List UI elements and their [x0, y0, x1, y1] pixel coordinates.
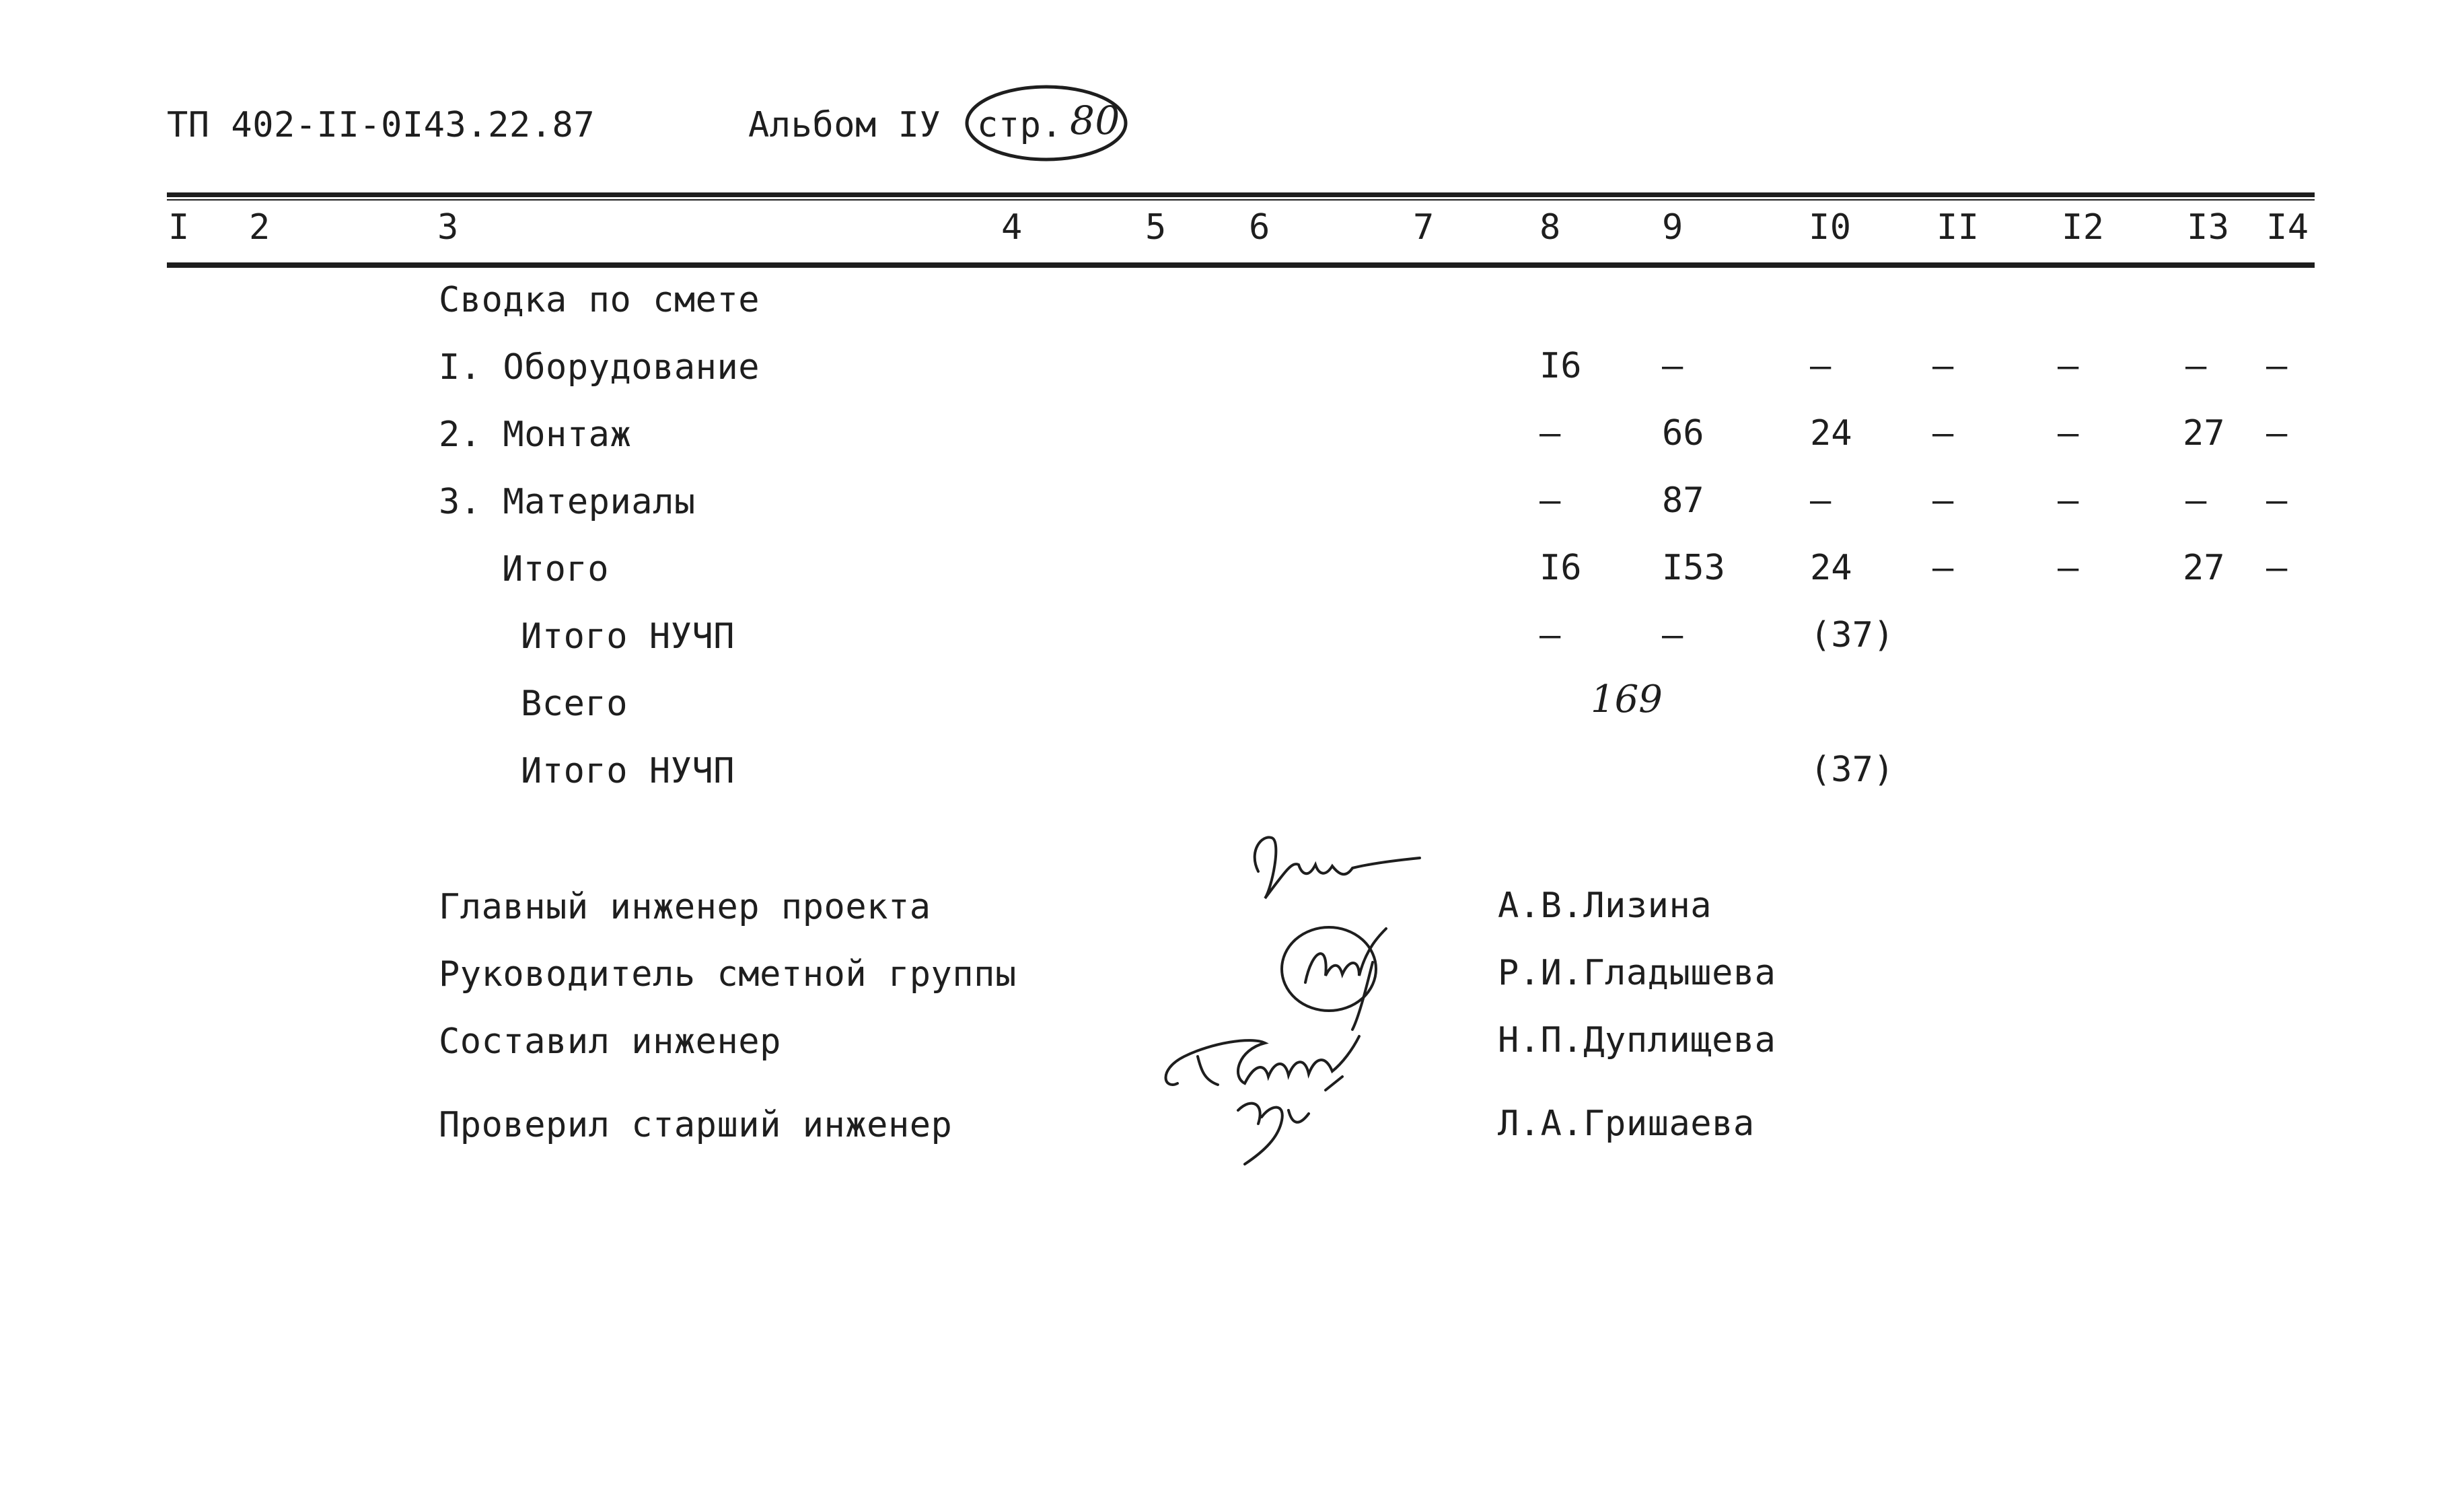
- row-label-nuchp: Итого НУЧП: [521, 616, 735, 657]
- cell-r1-c9: –: [1662, 346, 1683, 386]
- cell-r1-c11: –: [1932, 346, 1954, 386]
- col-header-1: I: [168, 207, 190, 248]
- table-top-rule-thin: [167, 199, 2315, 201]
- row-label-total: Всего: [521, 684, 628, 724]
- cell-r3-c11: –: [1932, 480, 1954, 521]
- cell-r3-c12: –: [2058, 480, 2079, 521]
- cell-r4-c9: I53: [1662, 548, 1725, 588]
- col-header-8: 8: [1539, 207, 1561, 248]
- cell-r4-c13: 27: [2183, 548, 2225, 588]
- cell-r1-c12: –: [2058, 346, 2079, 386]
- col-header-14: I4: [2266, 207, 2309, 248]
- row-label-subtotal: Итого: [502, 549, 610, 589]
- name-compiled-by: Н.П.Дуплищева: [1498, 1020, 1776, 1060]
- cell-r2-c13: 27: [2183, 413, 2225, 454]
- row-label-equipment: I. Оборудование: [439, 347, 760, 388]
- row-label-nuchp-2: Итого НУЧП: [521, 751, 735, 791]
- cell-r5-c10: (37): [1810, 615, 1895, 655]
- col-header-9: 9: [1662, 207, 1683, 248]
- role-estimate-head: Руководитель сметной группы: [439, 954, 1017, 995]
- table-header-rule: [167, 262, 2315, 268]
- row-label-materials: 3. Материалы: [439, 482, 696, 522]
- col-header-7: 7: [1413, 207, 1435, 248]
- cell-r4-c8: I6: [1539, 548, 1582, 588]
- album-label: Альбом IУ: [748, 105, 941, 145]
- col-header-11: II: [1936, 207, 1980, 248]
- col-header-12: I2: [2062, 207, 2105, 248]
- table-top-rule: [167, 192, 2315, 197]
- cell-r3-c14: –: [2266, 480, 2288, 521]
- cell-r1-c13: –: [2185, 346, 2207, 386]
- cell-r4-c14: –: [2266, 548, 2288, 588]
- cell-r4-c12: –: [2058, 548, 2079, 588]
- document-code: ТП 402-II-0I43.22.87: [167, 105, 595, 145]
- cell-r3-c13: –: [2185, 480, 2207, 521]
- col-header-4: 4: [1001, 207, 1023, 248]
- col-header-6: 6: [1249, 207, 1270, 248]
- cell-r1-c14: –: [2266, 346, 2288, 386]
- col-header-3: 3: [437, 207, 459, 248]
- name-checked-by: Л.А.Гришаева: [1498, 1104, 1755, 1144]
- cell-r2-c14: –: [2266, 413, 2288, 454]
- cell-r5-c8: –: [1539, 615, 1561, 655]
- role-chief-engineer: Главный инженер проекта: [439, 887, 931, 927]
- col-header-13: I3: [2187, 207, 2230, 248]
- cell-r7-c10: (37): [1810, 750, 1895, 790]
- cell-r3-c9: 87: [1662, 480, 1704, 521]
- cell-r4-c10: 24: [1810, 548, 1852, 588]
- cell-r5-c9: –: [1662, 615, 1683, 655]
- name-estimate-head: Р.И.Гладышева: [1498, 953, 1776, 993]
- cell-r3-c10: –: [1810, 480, 1832, 521]
- cell-r2-c10: 24: [1810, 413, 1852, 454]
- page-number-circle: [962, 79, 1130, 167]
- cell-r4-c11: –: [1932, 548, 1954, 588]
- cell-r2-c9: 66: [1662, 413, 1704, 454]
- row-label-installation: 2. Монтаж: [439, 415, 632, 455]
- cell-r2-c11: –: [1932, 413, 1954, 454]
- role-compiled-by: Составил инженер: [439, 1021, 781, 1062]
- cell-r2-c8: –: [1539, 413, 1561, 454]
- cell-r1-c10: –: [1810, 346, 1832, 386]
- role-checked-by: Проверил старший инженер: [439, 1105, 953, 1145]
- signature-chief-engineer: [1245, 824, 1433, 905]
- signature-checked-by: [1225, 1070, 1373, 1171]
- page-prefix: стр.: [977, 105, 1063, 145]
- cell-r3-c8: –: [1539, 480, 1561, 521]
- section-title: Сводка по смете: [439, 280, 760, 320]
- col-header-10: I0: [1809, 207, 1852, 248]
- cell-r2-c12: –: [2058, 413, 2079, 454]
- page-number: 80: [1070, 98, 1120, 143]
- name-chief-engineer: А.В.Лизина: [1498, 886, 1712, 926]
- cell-r1-c8: I6: [1539, 346, 1582, 386]
- cell-r6-total-handwritten: 169: [1591, 678, 1663, 721]
- col-header-5: 5: [1145, 207, 1167, 248]
- col-header-2: 2: [249, 207, 270, 248]
